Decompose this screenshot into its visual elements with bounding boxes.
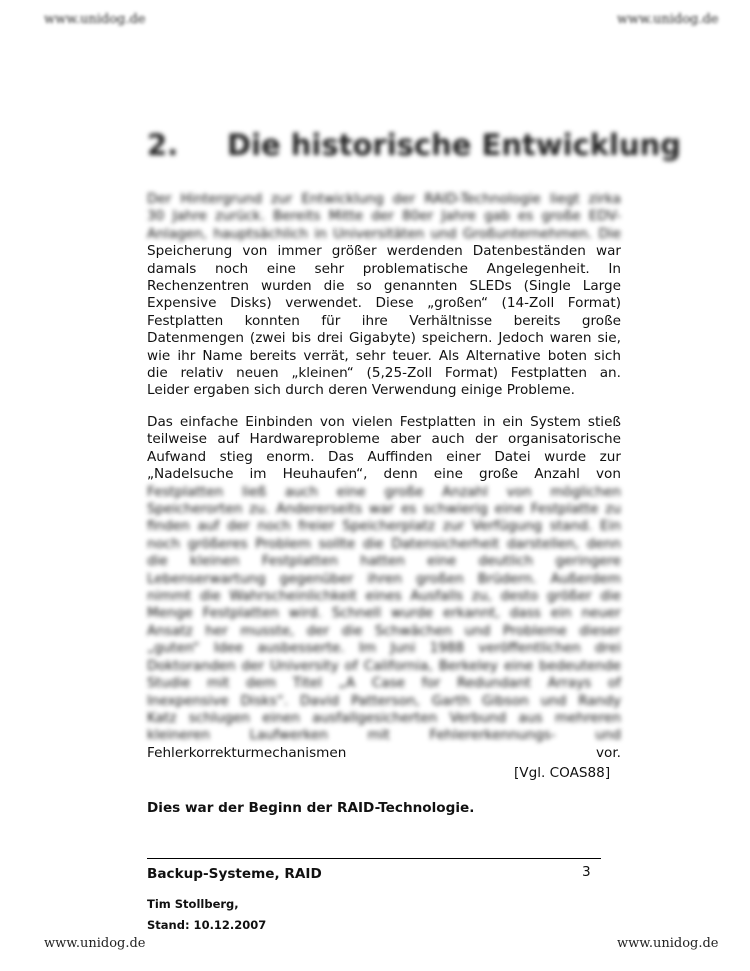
text-line: nimmt die Wahrscheinlichkeit eines Ausfalls zu, desto größer die xyxy=(147,588,621,605)
section-heading xyxy=(147,128,681,162)
text-line: Festplatten ließ auch eine große Anzahl von möglichen xyxy=(147,483,621,500)
text-line: teilweise auf Hardwareprobleme aber auch der organisatorische xyxy=(147,431,621,448)
text-line: Leider ergaben sich durch deren Verwendung einige Probleme. xyxy=(147,382,575,399)
text-line: die kleinen Festplatten hatten eine deutlich geringere xyxy=(147,553,621,570)
watermark-top-right: www.unidog.de xyxy=(617,12,719,27)
footer-author: Tim Stollberg, xyxy=(147,897,239,911)
citation: [Vgl. COAS88] xyxy=(514,765,611,781)
text-line: Das einfache Einbinden von vielen Festplatten in ein System stieß xyxy=(147,414,621,430)
text-line: Anlagen, hauptsächlich in Universitäten und Großunternehmen. Die xyxy=(147,225,621,242)
watermark-top-left: www.unidog.de xyxy=(44,12,146,27)
text-line: „guten“ Idee ausbesserte. Im Juni 1988 veröffentlichen drei xyxy=(147,640,621,657)
text-line: Menge Festplatten wird. Schnell wurde erkannt, dass ein neuer xyxy=(147,605,621,622)
text-line: „Nadelsuche im Heuhaufen“, denn eine große Anzahl von xyxy=(147,466,621,483)
text-line: Studie mit dem Titel „A Case for Redundant Arrays of xyxy=(147,675,621,692)
text-line: 30 Jahre zurück. Bereits Mitte der 80er Jahre gab es große EDV- xyxy=(147,208,621,225)
footer-title: Backup-Systeme, RAID xyxy=(147,866,322,882)
text-line: Festplatten konnten für ihre Verhältnisse bereits große xyxy=(147,312,621,329)
text-line: Datenmengen (zwei bis drei Gigabyte) speichern. Jedoch waren sie, xyxy=(147,330,621,347)
text-line: die relativ neuen „kleinen“ (5,25-Zoll Format) Festplatten an. xyxy=(147,365,621,382)
text-line: Doktoranden der University of California, Berkeley eine bedeutende xyxy=(147,657,621,674)
text-line: noch größeres Problem sollte die Datensicherheit darstellen, denn xyxy=(147,535,621,552)
footer-divider xyxy=(147,858,601,859)
watermark-bottom-left: www.unidog.de xyxy=(44,936,146,951)
text-line: Der Hintergrund zur Entwicklung der RAID-Technologie liegt zirka xyxy=(147,191,621,207)
text-line: kleineren Laufwerken mit Fehlererkennungs- und xyxy=(147,727,621,744)
conclusion: Dies war der Beginn der RAID-Technologie. xyxy=(147,800,475,816)
section-number: 2. xyxy=(147,128,179,162)
text-line: damals noch eine sehr problematische Angelegenheit. In xyxy=(147,260,621,277)
text-line: Katz schlugen einen ausfallgesicherten Verbund aus mehreren xyxy=(147,709,621,726)
text-line: Rechenzentren wurden die so genannten SLEDs (Single Large xyxy=(147,278,621,295)
text-line: Fehlerkorrekturmechanismen vor. xyxy=(147,744,621,761)
text-line: Lebenserwartung gegenüber ihren großen Brüdern. Außerdem xyxy=(147,570,621,587)
text-line: Ansatz her musste, der die Schwächen und Probleme dieser xyxy=(147,622,621,639)
text-line: wie ihr Name bereits verrät, sehr teuer. Als Alternative boten sich xyxy=(147,347,621,364)
footer-date: Stand: 10.12.2007 xyxy=(147,918,267,932)
text-line: Speicherung von immer größer werdenden Datenbeständen war xyxy=(147,243,621,260)
section-title: Die historische Entwicklung xyxy=(227,128,682,162)
watermark-bottom-right: www.unidog.de xyxy=(617,936,719,951)
text-line: Aufwand stieg enorm. Das Auffinden einer Datei wurde zur xyxy=(147,448,621,465)
text-line: Expensive Disks) verwendet. Diese „großen“ (14-Zoll Format) xyxy=(147,295,621,312)
text-line: Speicherorten zu. Andererseits war es schwierig eine Festplatte zu xyxy=(147,501,621,518)
text-line: finden auf der noch freier Speicherplatz zur Verfügung stand. Ein xyxy=(147,518,621,535)
page-number: 3 xyxy=(582,864,591,880)
paragraph-problems xyxy=(147,414,621,762)
paragraph-history xyxy=(147,191,621,400)
text-line: Inexpensive Disks“. David Patterson, Garth Gibson und Randy xyxy=(147,692,621,709)
